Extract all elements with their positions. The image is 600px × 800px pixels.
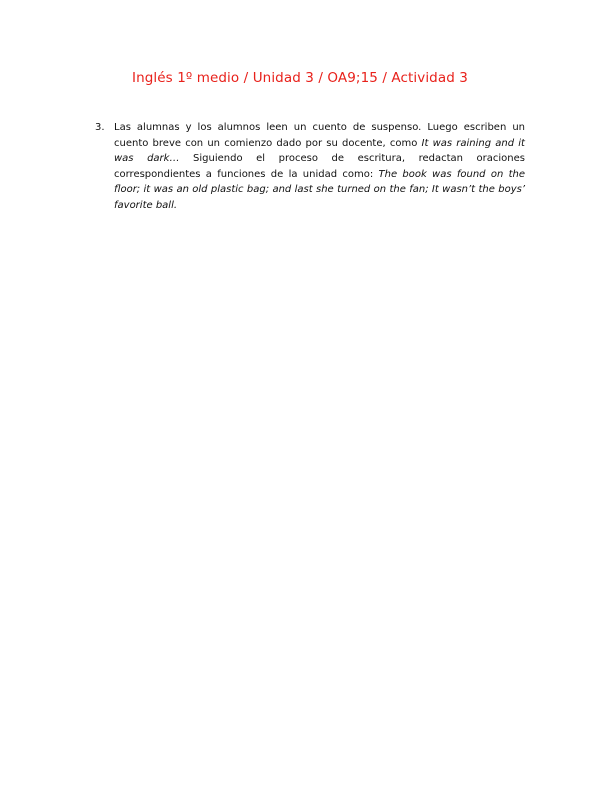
activity-text-intro: Las alumnas y los alumnos leen un cuento de suspenso. Luego escriben un cuento breve con un comienzo dado por su docente, como (114, 122, 525, 149)
example-story-start: It was raining and it was dark… (114, 137, 525, 164)
list-item-activity-3 (95, 120, 525, 213)
list-item-number: 3. (95, 122, 105, 133)
page-title: Inglés 1º medio / Unidad 3 / OA9;15 / Actividad 3 (132, 70, 468, 86)
activity-description (114, 120, 525, 213)
activity-text-continuation: Siguiendo el proceso de escritura, redactan oraciones correspondientes a funciones de la unidad como: (114, 153, 525, 180)
example-sentences: The book was found on the floor; it was an old plastic bag; and last she turned on the fan; It wasn’t the boys’ favorite ball. (114, 168, 525, 211)
